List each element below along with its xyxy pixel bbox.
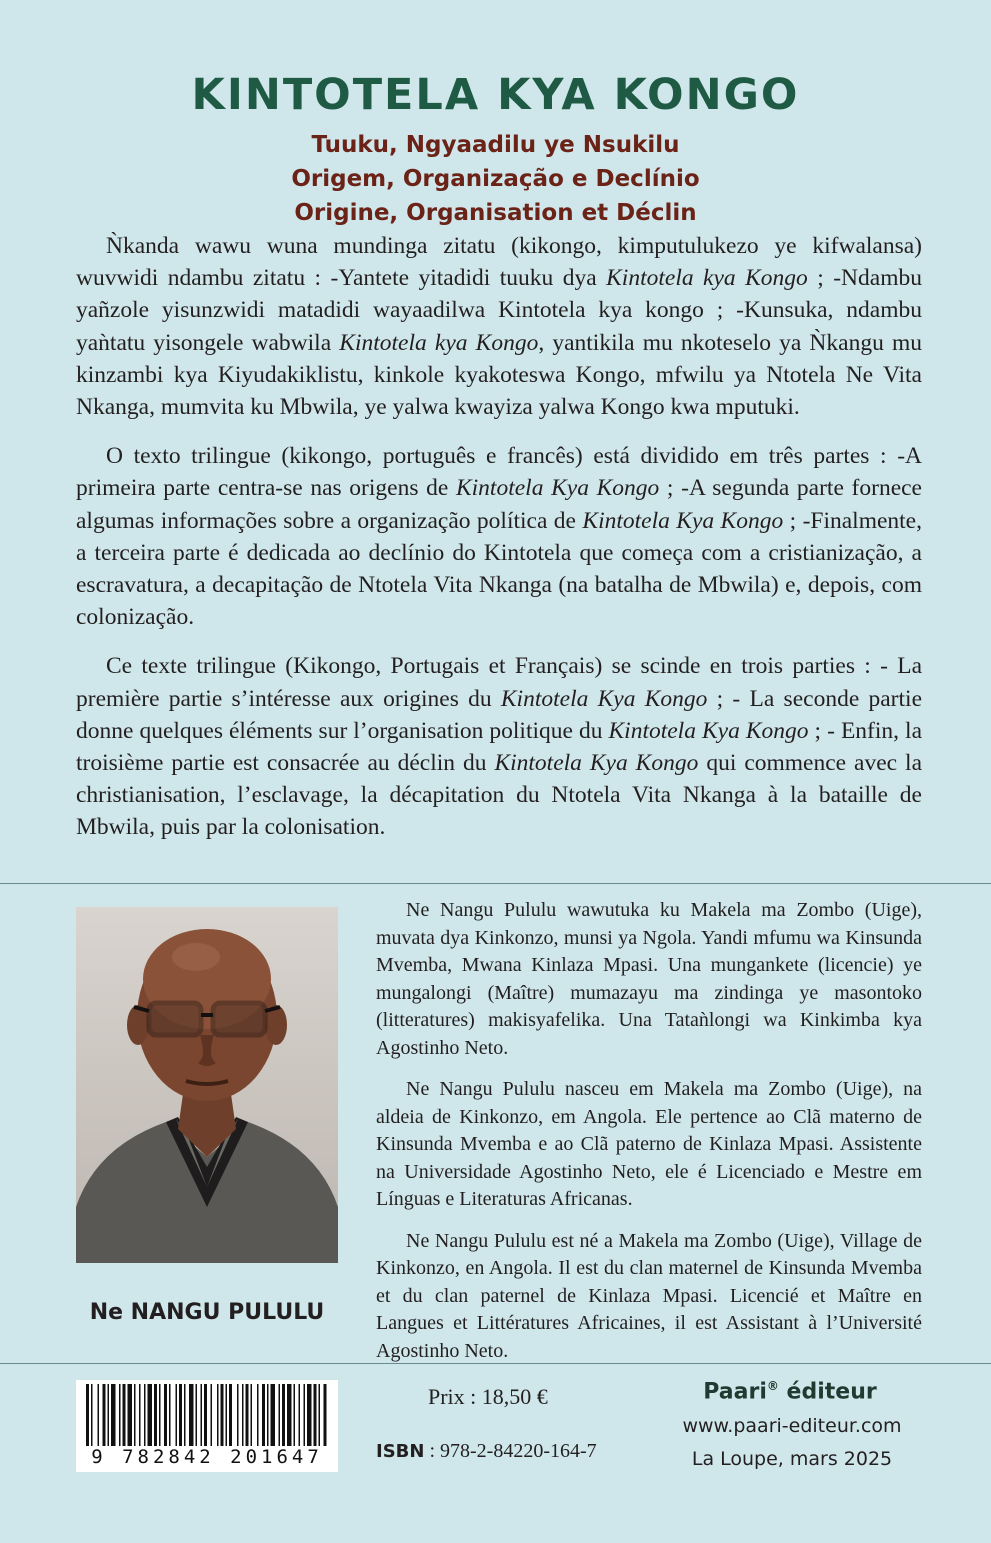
barcode-bar: [144, 1384, 146, 1446]
text-run: qui commence avec la christianisation, l’esclavage, la décapitation du Ntotela Vita Nkanga à la bataille de Mbwila, puis par la colonisation.: [76, 750, 923, 841]
blurb-kikongo: [76, 230, 922, 423]
publisher-website[interactable]: www.paari-editeur.com: [682, 1415, 902, 1437]
barcode-bar: [86, 1384, 89, 1446]
barcode-bar: [299, 1384, 301, 1446]
divider-top: [0, 883, 991, 884]
barcode-bar: [139, 1384, 141, 1446]
bio-kikongo: Ne Nangu Pululu wawutuka ku Makela ma Zombo (Uige), muvata dya Kinkonzo, munsi ya Ngola. Yandi mfumu wa Kinsunda Mvemba, Mwana Kinlaza Mpasi. Una mungankete (licencie) ye mungalongi (Maître) mumazayu ma zindinga ye masontoko (litteratures) makisyafelika. Una Tataǹlongi wa Kinkimba kya Agostinho Neto.: [376, 899, 922, 1059]
isbn-label: ISBN: [376, 1441, 425, 1462]
barcode-bar: [217, 1384, 219, 1446]
italic-run: Kintotela kya Kongo: [606, 265, 808, 292]
barcode-bar: [204, 1384, 207, 1446]
bio-portuguese: Ne Nangu Pululu nasceu em Makela ma Zombo (Uige), na aldeia de Kinkonzo, em Angola. Ele pertence ao Clã materno de Kinsunda Mvemba e ao Clã paterno de Kinlaza Mpasi. Assistente na Universidade Agostinho Neto, ele é Licenciado e Mestre em Línguas e Literaturas Africanas.: [376, 1078, 922, 1210]
barcode-bar: [246, 1384, 249, 1446]
barcode-bar: [319, 1384, 321, 1446]
barcode-bar: [108, 1384, 110, 1446]
book-title: KINTOTELA KYA KONGO: [191, 70, 800, 120]
bio-french: Ne Nangu Pululu est né a Makela ma Zombo (Uige), Village de Kinkonzo, en Angola. Il est du clan maternel de Kinsunda Mvemba et du clan paternel de Kinlaza Mpasi. Licencié et Maître en Langues et Littératures Africaines, il est Assistant à l’Université Agostinho Neto.: [376, 1229, 922, 1362]
registered-mark: ®: [766, 1379, 779, 1393]
subtitle-block: [0, 128, 991, 230]
barcode-bar: [184, 1384, 186, 1446]
barcode-bar: [134, 1384, 136, 1446]
publisher-name: Paari: [703, 1379, 767, 1405]
barcode-bar: [287, 1384, 292, 1446]
barcode-bar: [304, 1384, 306, 1446]
text-run: ; -Finalmente, a terceira parte é dedicada ao declínio do Kintotela que começa com a cristianização, a escravatura, a decapitação de Ntotela Vita Nkanga (na batalha de Mbwila) e, depois, com colonização.: [76, 507, 922, 631]
text-run: ; - Enfin, la troisième partie est consacrée au déclin du: [76, 717, 923, 777]
subtitle-french: Origine, Organisation et Déclin: [294, 200, 697, 226]
isbn: [376, 1440, 597, 1463]
barcode-bar: [237, 1384, 239, 1446]
text-run: Ǹkanda wawu wuna mundinga zitatu (kikongo, kimputulukezo ye kifwalansa) wuvwidi ndambu zitatu : -Yantete yitadidi tuuku dya: [76, 233, 922, 292]
text-run: ; -Ndambu yañzole yisunzwidi matadidi wayaadilwa Kintotela kya kongo ; -Kunsuka, ndambu yaǹtatu yisongele wabwila: [76, 265, 922, 356]
isbn-value: : 978-2-84220-164-7: [424, 1440, 597, 1462]
author-photo: [76, 907, 338, 1263]
text-run: O texto trilingue (kikongo, português e francês) está dividido em três partes : -A primeira parte centra-se nas origens de: [76, 443, 922, 502]
barcode-bar: [123, 1384, 126, 1446]
text-run: ; -A segunda parte fornece algumas informações sobre a organização política de: [76, 475, 922, 534]
divider-bottom: [0, 1363, 991, 1364]
barcode-bar: [164, 1384, 167, 1446]
barcode-bar: [314, 1384, 317, 1446]
barcode-bar: [111, 1384, 116, 1446]
barcode-bar: [159, 1384, 161, 1446]
author-name: Ne NANGU PULULU: [89, 1300, 325, 1325]
barcode-bar: [91, 1384, 93, 1446]
barcode-bar: [176, 1384, 178, 1446]
author-bio: [376, 897, 922, 1379]
barcode-bar: [262, 1384, 265, 1446]
barcode-bar: [169, 1384, 171, 1446]
publisher-suffix: éditeur: [778, 1379, 877, 1405]
barcode-bar: [221, 1384, 224, 1446]
text-run: ; - La seconde partie donne quelques éléments sur l’organisation politique du: [76, 685, 922, 744]
text-run: , yantikila mu nkoteselo ya Ǹkangu mu kinzambi kya Kiyudakiklistu, kinkole kyakoteswa Kongo, mfwilu ya Ntotela Ne Vita Nkanga, mumvita ku Mbwila, ye yalwa kwayiza yalwa Kongo kwa mputuki.: [76, 329, 922, 421]
barcode-digits: 9 782842 201647: [76, 1446, 338, 1472]
barcode-bar: [229, 1384, 232, 1446]
barcode-bar: [257, 1384, 259, 1446]
barcode-bar: [282, 1384, 285, 1446]
barcode-bar: [128, 1384, 133, 1446]
author-portrait-icon: [76, 907, 338, 1263]
barcode-bar: [324, 1384, 327, 1446]
barcode-bar: [119, 1384, 121, 1446]
subtitle-kikongo: Tuuku, Ngyaadilu ye Nsukilu: [311, 132, 680, 158]
blurb: [76, 230, 922, 861]
place-date: La Loupe, mars 2025: [691, 1448, 893, 1470]
barcode-bar: [307, 1384, 312, 1446]
barcode-bar: [251, 1384, 253, 1446]
italic-run: Kintotela Kya Kongo: [608, 717, 809, 744]
barcode-bar: [226, 1384, 228, 1446]
barcode-bar: [179, 1384, 182, 1446]
text-run: Ce texte trilingue (Kikongo, Portugais et Français) se scinde en trois parties : - La première partie s’intéresse aux origines du: [76, 653, 922, 712]
barcode-bar: [148, 1384, 153, 1446]
barcode-bar: [189, 1384, 194, 1446]
subtitle-portuguese: Origem, Organização e Declínio: [291, 166, 700, 192]
italic-run: Kintotela Kya Kongo: [455, 475, 660, 502]
barcode-bar: [196, 1384, 198, 1446]
blurb-french: [76, 650, 922, 843]
barcode-bar: [201, 1384, 203, 1446]
barcode-bar: [279, 1384, 281, 1446]
barcode-bar: [242, 1384, 244, 1446]
italic-run: Kintotela Kya Kongo: [500, 685, 708, 712]
blurb-portuguese: [76, 440, 922, 633]
barcode-bar: [98, 1384, 100, 1446]
barcode-icon: [76, 1380, 338, 1446]
price: Prix : 18,50 €: [428, 1384, 548, 1409]
barcode-bar: [211, 1384, 213, 1446]
barcode-bar: [267, 1384, 269, 1446]
italic-run: Kintotela Kya Kongo: [494, 750, 699, 777]
publisher: [680, 1379, 900, 1404]
barcode-bar: [154, 1384, 157, 1446]
barcode-bar: [294, 1384, 296, 1446]
italic-run: Kintotela Kya Kongo: [582, 507, 784, 534]
barcode-bar: [271, 1384, 276, 1446]
barcode-bar: [103, 1384, 106, 1446]
italic-run: Kintotela kya Kongo: [339, 329, 539, 356]
